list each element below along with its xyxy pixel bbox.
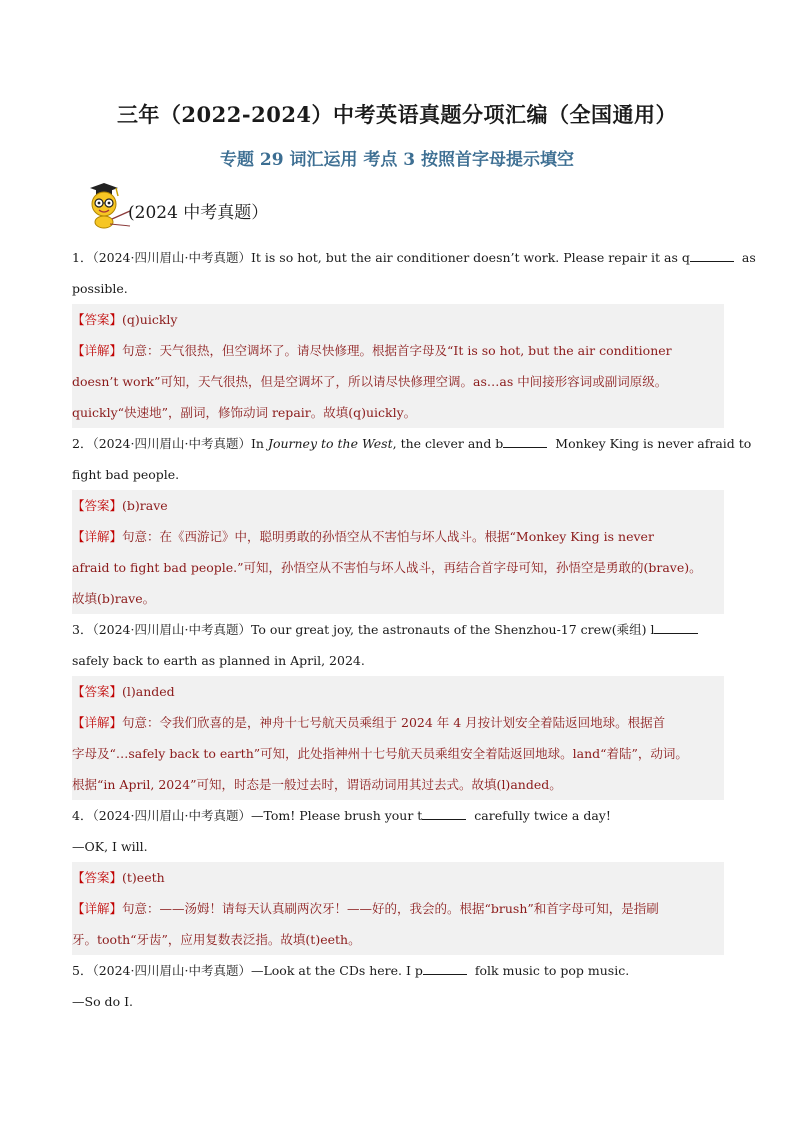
detail-tag: 【详解】	[72, 343, 123, 358]
question-list	[72, 242, 756, 1017]
detail-line: quickly“快速地”，副词，修饰动词 repair。故填(q)uickly。	[72, 397, 724, 428]
question-stem: 1．（2024·四川眉山·中考真题）It is so hot, but the air conditioner doesn’t work. Please repair it as q as	[72, 242, 724, 273]
detail-tag: 【详解】	[72, 529, 123, 544]
question-stem-cont: fight bad people.	[72, 467, 180, 482]
page-subtitle: 专题 29 词汇运用 考点 3 按照首字母提示填空	[219, 150, 575, 170]
graduation-mascot-icon	[72, 182, 132, 230]
detail-line: 【详解】句意：在《西游记》中，聪明勇敢的孙悟空从不害怕与坏人战斗。根据“Monkey King is never	[72, 521, 724, 552]
detail-line: 字母及“…safely back to earth”可知，此处指神州十七号航天员乘组安全着陆返回地球。land“着陆”，动词。	[72, 738, 724, 769]
answer-tag: 【答案】	[72, 870, 123, 885]
detail-line: 牙。tooth“牙齿”，应用复数表泛指。故填(t)eeth。	[72, 924, 724, 955]
answer-tag: 【答案】	[72, 312, 123, 327]
detail-line: 根据“in April, 2024”可知，时态是一般过去时，谓语动词用其过去式。故填(l)anded。	[72, 769, 724, 800]
answer-line	[72, 862, 724, 893]
answer-blank	[503, 433, 547, 448]
answer-blank	[422, 805, 466, 820]
answer-text: (l)anded	[122, 684, 175, 699]
question-stem-cont: possible.	[72, 281, 128, 296]
detail-line: 【详解】句意：——汤姆！请每天认真刷两次牙！——好的，我会的。根据“brush”和首字母可知，是指刷	[72, 893, 724, 924]
section-label: (2024 中考真题）	[128, 202, 269, 223]
question-stem-cont: —So do I.	[72, 994, 133, 1009]
answer-line	[72, 304, 724, 335]
question-stem: 4．（2024·四川眉山·中考真题）—Tom! Please brush your t carefully twice a day!	[72, 800, 724, 831]
question-stem: 5．（2024·四川眉山·中考真题）—Look at the CDs here. I p folk music to pop music.	[72, 955, 724, 986]
detail-line: doesn’t work”可知，天气很热，但是空调坏了，所以请尽快修理空调。as…as 中间接形容词或副词原级。	[72, 366, 724, 397]
answer-text: (q)uickly	[122, 312, 178, 327]
answer-blank	[654, 619, 698, 634]
question-stem: 2．（2024·四川眉山·中考真题）In Journey to the West, the clever and b Monkey King is never afraid to	[72, 428, 724, 459]
section-header	[72, 182, 268, 230]
detail-tag: 【详解】	[72, 901, 123, 916]
page-title: 三年（2022-2024）中考英语真题分项汇编（全国通用）	[116, 102, 678, 127]
answer-text: (b)rave	[122, 498, 168, 513]
detail-tag: 【详解】	[72, 715, 123, 730]
answer-blank	[690, 247, 734, 262]
detail-line: 【详解】句意：天气很热，但空调坏了。请尽快修理。根据首字母及“It is so hot, but the air conditioner	[72, 335, 724, 366]
detail-line: 故填(b)rave。	[72, 583, 724, 614]
answer-tag: 【答案】	[72, 498, 123, 513]
question-stem: 3．（2024·四川眉山·中考真题）To our great joy, the astronauts of the Shenzhou-17 crew(乘组) l	[72, 614, 724, 645]
answer-tag: 【答案】	[72, 684, 123, 699]
question-stem-cont: —OK, I will.	[72, 839, 148, 854]
detail-line: afraid to fight bad people.”可知，孙悟空从不害怕与坏人战斗，再结合首字母可知，孙悟空是勇敢的(brave)。	[72, 552, 724, 583]
question-stem-cont: safely back to earth as planned in April, 2024.	[72, 653, 365, 668]
answer-line	[72, 490, 724, 521]
detail-line: 【详解】句意：令我们欣喜的是，神舟十七号航天员乘组于 2024 年 4 月按计划安全着陆返回地球。根据首	[72, 707, 724, 738]
answer-text: (t)eeth	[122, 870, 165, 885]
answer-line	[72, 676, 724, 707]
answer-blank	[423, 960, 467, 975]
